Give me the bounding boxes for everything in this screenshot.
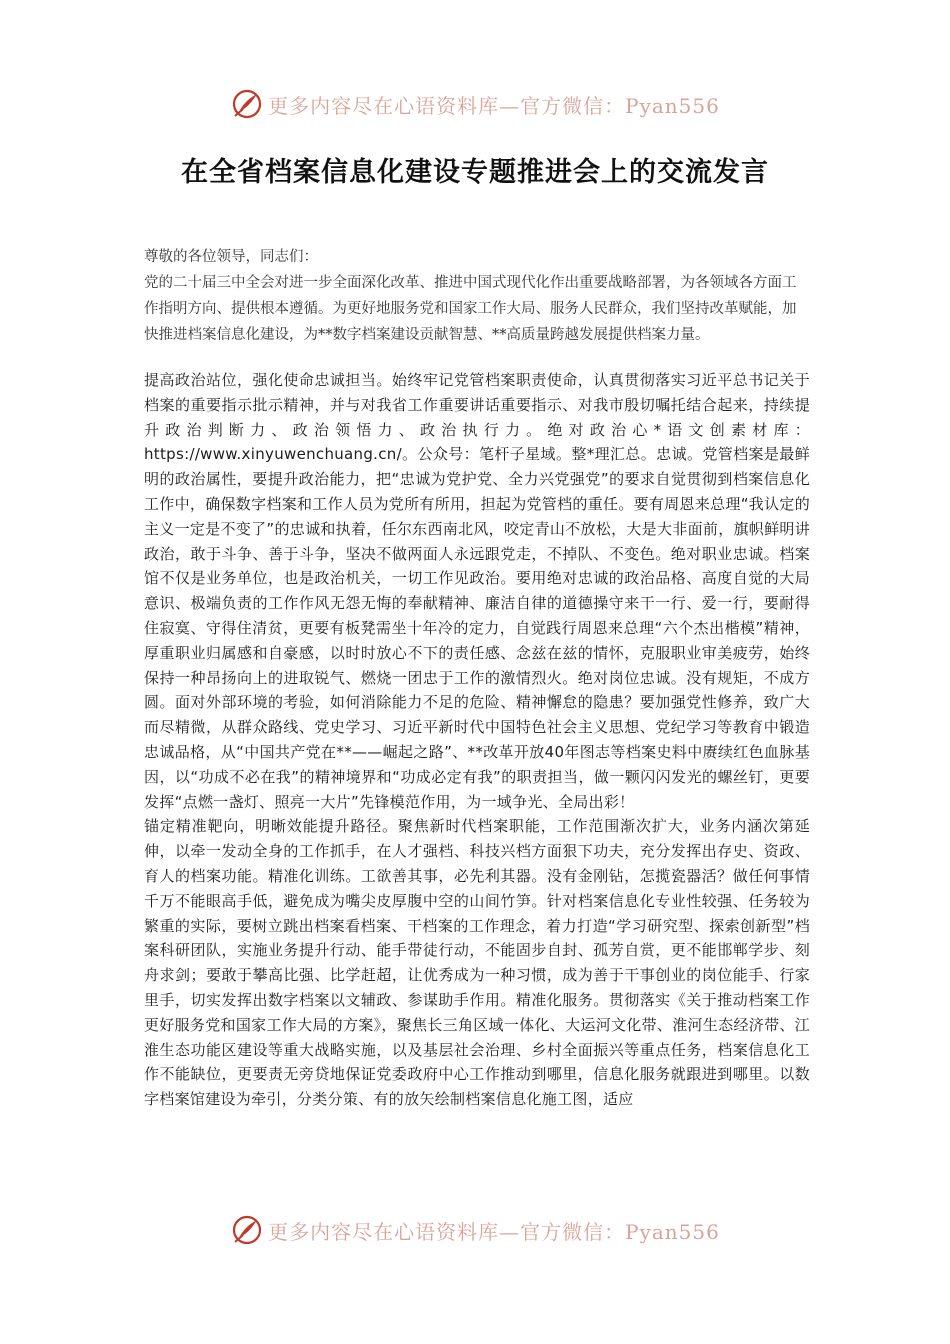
watermark-text: 更多内容尽在心语资料库—官方微信：Pyan556: [268, 93, 720, 118]
main-body: [144, 368, 810, 1112]
quill-logo-icon: [230, 1213, 264, 1247]
footer-watermark-banner: [0, 1210, 950, 1250]
document-title: 在全省档案信息化建设专题推进会上的交流发言: [181, 157, 769, 188]
intro-paragraph: 党的二十届三中全会对进一步全面深化改革、推进中国式现代化作出重要战略部署，为各领域各方面工作指明方向、提供根本遵循。为更好地服务党和国家工作大局、服务人民群众，我们坚持改革赋能，加快推进档案信息化建设，为**数字档案建设贡献智慧、**高质量跨越发展提供档案力量。: [144, 275, 797, 343]
quill-logo-icon: [230, 87, 264, 121]
salutation: 尊敬的各位领导，同志们：: [144, 249, 318, 265]
section-paragraph-2: 锚定精准靶向，明晰效能提升路径。聚焦新时代档案职能，工作范围渐次扩大，业务内涵次第延伸，以牵一发动全身的工作抓手，在人才强档、科技兴档方面狠下功夫，充分发挥出存史、资政、育人的档案功能。精准化训练。工欲善其事，必先利其器。没有金刚钻，怎揽瓷器活？做任何事情千万不能眼高手低，避免成为嘴尖皮厚腹中空的山间竹笋。针对档案信息化专业性较强、任务较为繁重的实际，要树立跳出档案看档案、干档案的工作理念，着力打造“学习研究型、探索创新型”档案科研团队，实施业务提升行动、能手带徒行动，不能固步自封、孤芳自赏，更不能邯郸学步、刻舟求剑；要敢于攀高比强、比学赶超，让优秀成为一种习惯，成为善于干事创业的岗位能手、行家里手，切实发挥出数字档案以文辅政、参谋助手作用。精准化服务。贯彻落实《关于推动档案工作更好服务党和国家工作大局的方案》，聚焦长三角区域一体化、大运河文化带、淮河生态经济带、江淮生态功能区建设等重大战略实施，以及基层社会治理、乡村全面振兴等重点任务，档案信息化工作不能缺位，更要责无旁贷地保证党委政府中心工作推动到哪里，信息化服务就跟进到哪里。以数字档案馆建设为牵引，分类分策、有的放矢绘制档案信息化施工图，适应: [144, 817, 810, 1109]
intro-block: [144, 244, 810, 348]
section-paragraph-1: 提高政治站位，强化使命忠诚担当。始终牢记党管档案职责使命，认真贯彻落实习近平总书记关于档案的重要指示批示精神，并与对我省工作重要讲话重要指示、对我市殷切嘱托结合起来，持续提升政治判断力、政治领悟力、政治执行力。绝对政治心*语文创素材库：https://www.xinyuwenchuang.cn/。公众号：笔杆子星域。整*理汇总。忠诚。党管档案是最鲜明的政治属性，要提升政治能力，把“忠诚为党护党、全力兴党强党”的要求自觉贯彻到档案信息化工作中，确保数字档案和工作人员为党所有所用，担起为党管档的重任。要有周恩来总理“我认定的主义一定是不变了”的忠诚和执着，任尔东西南北风，咬定青山不放松，大是大非面前，旗帜鲜明讲政治，敢于斗争、善于斗争，坚决不做两面人永远跟党走，不掉队、不变色。绝对职业忠诚。档案馆不仅是业务单位，也是政治机关，一切工作见政治。要用绝对忠诚的政治品格、高度自觉的大局意识、极端负责的工作作风无怨无悔的奉献精神、廉洁自律的道德操守来干一行、爱一行，要耐得住寂寞、守得住清贫，更要有板凳需坐十年冷的定力，自觉践行周恩来总理“六个杰出楷模”精神，厚重职业归属感和自豪感，以时时放心不下的责任感、念兹在兹的情怀，克服职业审美疲劳，始终保持一种昂扬向上的进取锐气、燃烧一团忠于工作的激情烈火。绝对岗位忠诚。没有规矩，不成方圆。面对外部环境的考验，如何消除能力不足的危险、精神懈怠的隐患？要加强党性修养，致广大而尽精微，从群众路线、党史学习、习近平新时代中国特色社会主义思想、党纪学习等教育中锻造忠诚品格，从“中国共产党在**——崛起之路”、**改革开放40年图志等档案史料中赓续红色血脉基因，以“功成不必在我”的精神境界和“功成必定有我”的职责担当，做一颗闪闪发光的螺丝钉，更要发挥“点燃一盏灯、照亮一大片”先锋模范作用，为一域争光、全局出彩！: [144, 371, 810, 811]
header-watermark-banner: [0, 84, 950, 124]
watermark-text: 更多内容尽在心语资料库—官方微信：Pyan556: [268, 1219, 720, 1244]
